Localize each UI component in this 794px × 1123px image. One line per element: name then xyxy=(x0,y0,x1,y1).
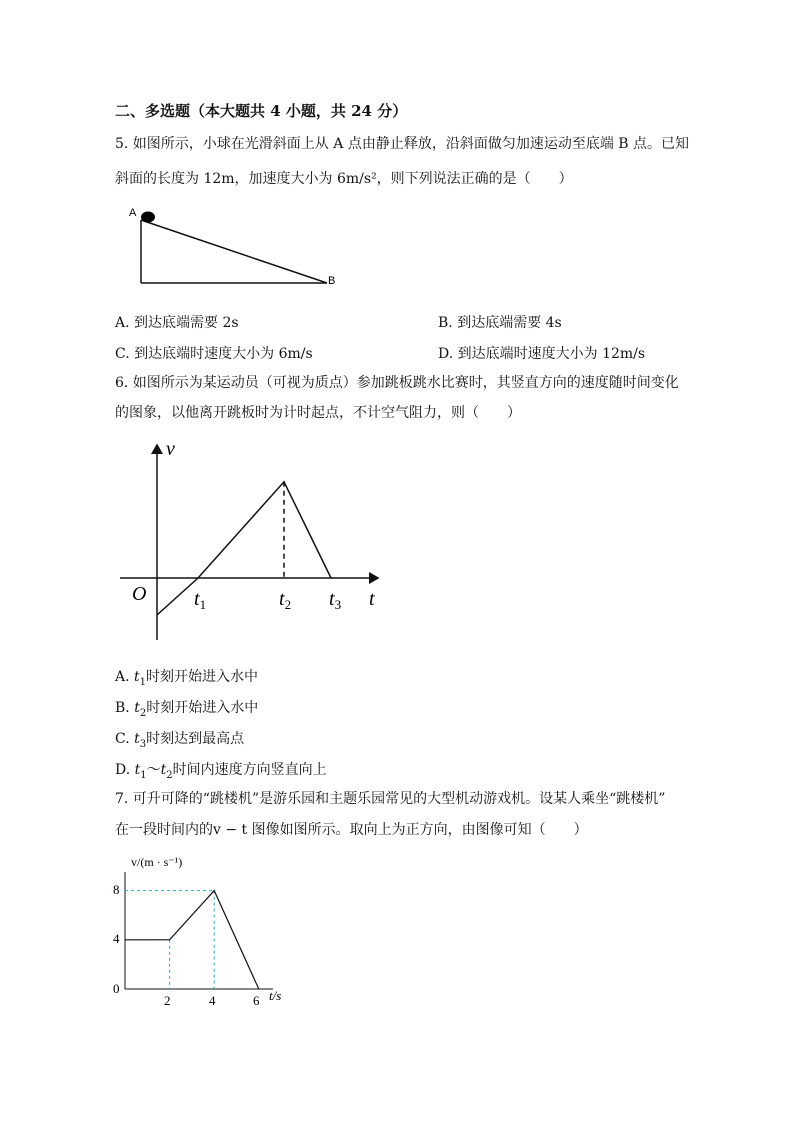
point-a-label: A xyxy=(129,207,137,219)
q7-y-axis-label: v/(m · s⁻¹) xyxy=(131,855,183,869)
q7-text-line2: 在一段时间内的v − t 图像如图所示。取向上为正方向，由图像可知（ ） xyxy=(115,822,588,838)
q6-v-label: v xyxy=(166,438,175,460)
ball xyxy=(141,212,155,223)
q5-option-c[interactable]: C. 到达底端时速度大小为 6m/s xyxy=(115,346,313,362)
q6-t3-label: $t_3$ xyxy=(329,588,342,612)
q7-y-tick-4: 4 xyxy=(113,931,120,946)
q6-option-c[interactable]: C. $t_3$时刻达到最高点 xyxy=(115,731,245,750)
q5-option-d[interactable]: D. 到达底端时速度大小为 12m/s xyxy=(438,346,646,362)
q7-x-tick-4: 4 xyxy=(209,993,216,1008)
q5-option-a[interactable]: A. 到达底端需要 2s xyxy=(115,315,239,331)
q6-velocity-graph xyxy=(110,435,400,645)
q6-option-d[interactable]: D. $t_1\sim t_2$时间内速度方向竖直向上 xyxy=(115,762,327,781)
incline-slope xyxy=(141,220,327,283)
section-title: 二、多选题（本大题共 4 小题，共 24 分） xyxy=(115,102,408,120)
q5-option-b[interactable]: B. 到达底端需要 4s xyxy=(438,315,562,331)
q6-t1-label: $t_1$ xyxy=(194,588,207,612)
q7-x-tick-6: 6 xyxy=(253,993,260,1008)
q6-t2-label: $t_2$ xyxy=(279,588,292,612)
q6-text-line2: 的图象，以他离开跳板时为计时起点，不计空气阻力，则（ ） xyxy=(115,405,521,421)
q5-text-line1: 5. 如图所示，小球在光滑斜面上从 A 点由静止释放，沿斜面做匀加速运动至底端 B 点。已知 xyxy=(115,136,690,152)
q6-origin-label: O xyxy=(132,583,147,605)
q7-y-tick-0: 0 xyxy=(113,981,120,996)
q7-velocity-graph xyxy=(105,852,305,1012)
q5-incline-figure xyxy=(120,200,360,290)
q6-option-a[interactable]: A. $t_1$时刻开始进入水中 xyxy=(115,669,259,688)
point-b-label: B xyxy=(328,275,336,287)
q6-text-line1: 6. 如图所示为某运动员（可视为质点）参加跳板跳水比赛时，其竖直方向的速度随时间变化 xyxy=(115,375,679,391)
q6-option-b[interactable]: B. $t_2$时刻开始进入水中 xyxy=(115,700,259,719)
q7-x-tick-2: 2 xyxy=(164,993,171,1008)
q6-velocity-line xyxy=(157,482,331,615)
q7-y-tick-8: 8 xyxy=(113,882,120,897)
q7-text-line1: 7. 可升可降的“跳楼机”是游乐园和主题乐园常见的大型机动游戏机。设某人乘坐“跳楼机” xyxy=(115,791,666,807)
q6-t-label: t xyxy=(369,588,375,610)
q7-velocity-line xyxy=(125,891,259,989)
q5-text-line2: 斜面的长度为 12m，加速度大小为 6m/s²，则下列说法正确的是（ ） xyxy=(115,171,573,187)
q7-x-axis-label: t/s xyxy=(269,988,282,1003)
